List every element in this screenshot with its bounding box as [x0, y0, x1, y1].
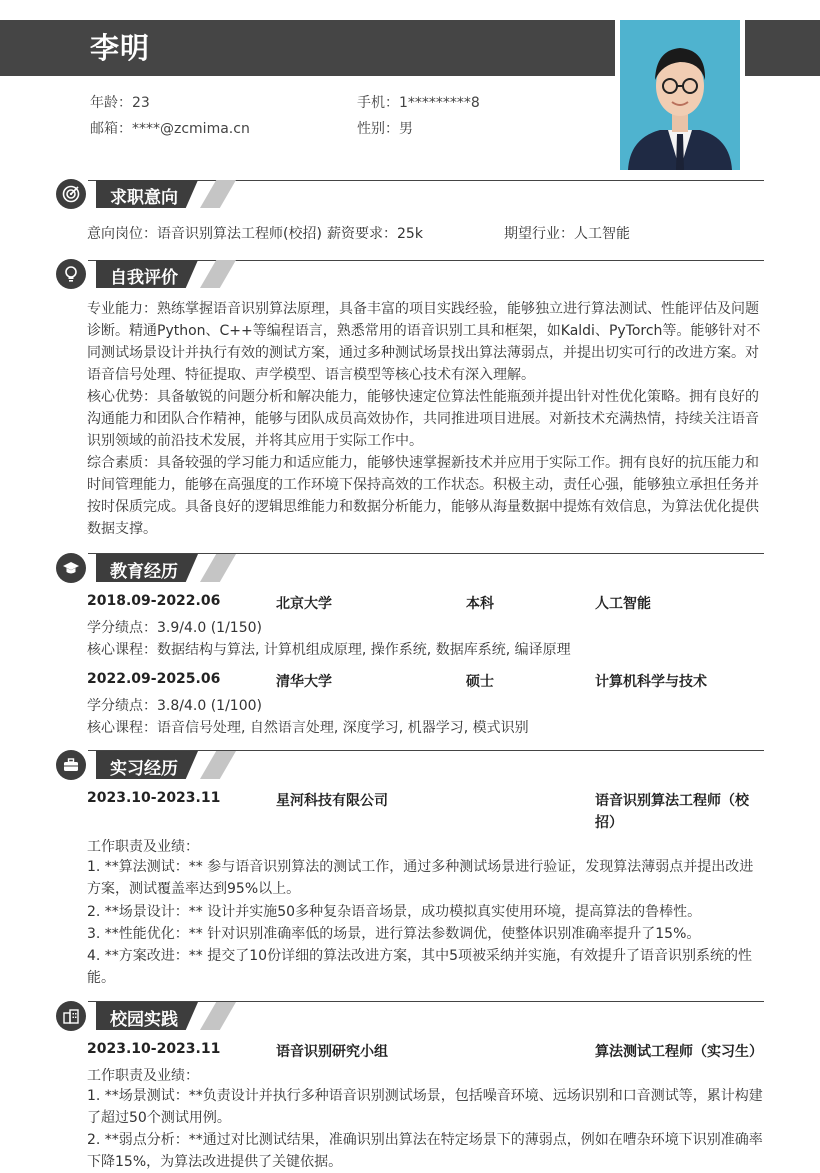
job-position: 意向岗位：语音识别算法工程师(校招): [87, 226, 322, 242]
campus-item: 2. **弱点分析：**通过对比测试结果，准确识别出算法在特定场景下的薄弱点，例如在嘈杂环境下识别准确率下降15%，为算法改进提供了关键依据。: [87, 1132, 763, 1170]
job-salary: 薪资要求：25k: [327, 226, 423, 242]
section-title-education: [96, 554, 236, 582]
building-icon: [56, 1001, 86, 1031]
candidate-name: 李明: [90, 31, 151, 65]
intern-date: 2023.10-2023.11: [87, 790, 221, 806]
edu-date: 2018.09-2022.06: [87, 593, 221, 609]
section-title-text: 自我评价: [110, 268, 178, 288]
section-title-self-eval: [96, 260, 236, 288]
edu-gpa: 学分绩点：3.9/4.0 (1/150): [87, 620, 262, 636]
edu-major: 计算机科学与技术: [595, 674, 707, 690]
gender-value: 男: [399, 121, 413, 137]
profile-photo: [620, 20, 740, 170]
edu-school: 北京大学: [276, 596, 332, 612]
campus-org: 语音识别研究小组: [276, 1044, 388, 1060]
gender-label: 性别：: [357, 121, 399, 137]
edu-gpa: 学分绩点：3.8/4.0 (1/100): [87, 698, 262, 714]
lightbulb-icon: [56, 259, 86, 289]
campus-duty-label: 工作职责及业绩：: [87, 1068, 199, 1084]
campus-role: 算法测试工程师（实习生）: [595, 1044, 763, 1060]
age-label: 年龄：: [90, 95, 132, 111]
email-value: ****@zcmima.cn: [132, 121, 250, 137]
email-label: 邮箱：: [90, 121, 132, 137]
edu-major: 人工智能: [595, 596, 651, 612]
phone-value: 1*********8: [399, 95, 480, 111]
section-title-campus: [96, 1002, 236, 1030]
edu-school: 清华大学: [276, 674, 332, 690]
phone-row: [357, 92, 480, 112]
section-title-job-intent: [96, 180, 236, 208]
edu-degree: 本科: [466, 596, 494, 612]
section-title-text: 求职意向: [110, 188, 178, 208]
self-eval-paragraph: 专业能力：熟练掌握语音识别算法原理，具备丰富的项目实践经验，能够独立进行算法测试、性能评估及问题诊断。精通Python、C++等编程语言，熟悉常用的语音识别工具和框架，如Kaldi、PyTorch等。能够针对不同测试场景设计并执行有效的测试方案，通过多种测试场景找出算法薄弱点，并提出切实可行的改进方案。对语音信号处理、特征提取、声学模型、语言模型等核心技术有深入理解。: [87, 301, 761, 383]
section-title-text: 教育经历: [110, 562, 178, 582]
intern-duty-label: 工作职责及业绩：: [87, 839, 199, 855]
intern-item: 2. **场景设计：** 设计并实施50多种复杂语音场景，成功模拟真实使用环境，提高算法的鲁棒性。: [87, 904, 702, 920]
edu-courses: 核心课程：语音信号处理, 自然语言处理, 深度学习, 机器学习, 模式识别: [87, 720, 529, 736]
section-title-internship: [96, 751, 236, 779]
age-row: [90, 92, 150, 112]
intern-item: 4. **方案改进：** 提交了10份详细的算法改进方案，其中5项被采纳并实施，有效提升了语音识别系统的性能。: [87, 948, 752, 986]
gender-row: [357, 118, 413, 138]
age-value: 23: [132, 95, 150, 111]
campus-item: 1. **场景测试：**负责设计并执行多种语音识别测试场景，包括噪音环境、远场识别和口音测试等，累计构建了超过50个测试用例。: [87, 1088, 763, 1126]
intern-item: 3. **性能优化：** 针对识别准确率低的场景，进行算法参数调优，使整体识别准确率提升了15%。: [87, 926, 701, 942]
phone-label: 手机：: [357, 95, 399, 111]
intern-role: 语音识别算法工程师（校招）: [595, 793, 749, 831]
edu-degree: 硕士: [466, 674, 494, 690]
intern-item: 1. **算法测试：** 参与语音识别算法的测试工作，通过多种测试场景进行验证，发现算法薄弱点并提出改进方案，测试覆盖率达到95%以上。: [87, 859, 754, 897]
section-title-text: 实习经历: [110, 759, 178, 779]
header-bar-right: [745, 20, 820, 76]
email-row: [90, 118, 250, 138]
self-eval-paragraph: 综合素质：具备较强的学习能力和适应能力，能够快速掌握新技术并应用于实际工作。拥有良好的抗压能力和时间管理能力，能够在高强度的工作环境下保持高效的工作状态。积极主动，责任心强，能够独立承担任务并按时保质完成。具备良好的逻辑思维能力和数据分析能力，能够从海量数据中提炼有效信息，为算法优化提供数据支撑。: [87, 455, 759, 537]
self-eval-paragraph: 核心优势：具备敏锐的问题分析和解决能力，能够快速定位算法性能瓶颈并提出针对性优化策略。拥有良好的沟通能力和团队合作精神，能够与团队成员高效协作，共同推进项目进展。对新技术充满热情，持续关注语音识别领域的前沿技术发展，并将其应用于实际工作中。: [87, 389, 759, 449]
edu-date: 2022.09-2025.06: [87, 671, 221, 687]
job-industry: 期望行业：人工智能: [504, 226, 630, 242]
campus-date: 2023.10-2023.11: [87, 1041, 221, 1057]
target-icon: [56, 179, 86, 209]
briefcase-icon: [56, 750, 86, 780]
intern-company: 星河科技有限公司: [276, 793, 388, 809]
section-title-text: 校园实践: [110, 1010, 178, 1030]
edu-courses: 核心课程：数据结构与算法, 计算机组成原理, 操作系统, 数据库系统, 编译原理: [87, 642, 571, 658]
graduation-cap-icon: [56, 553, 86, 583]
